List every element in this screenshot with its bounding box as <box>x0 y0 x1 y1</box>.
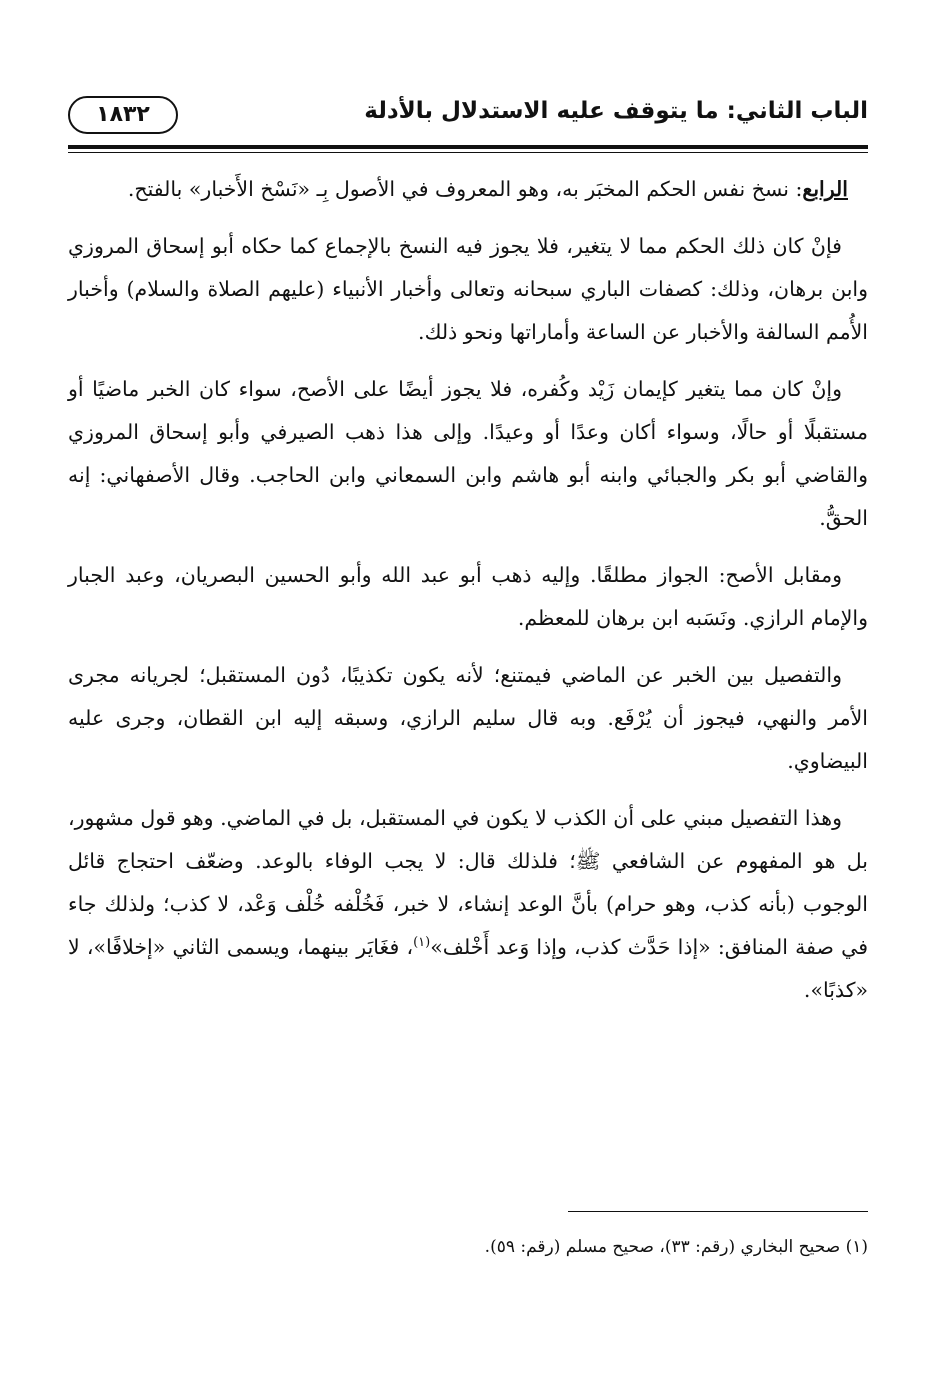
section-term: الرابع <box>802 177 848 201</box>
running-title: الباب الثاني: ما يتوقف عليه الاستدلال بالأدلة <box>364 98 868 124</box>
footnote-reference: (١) <box>413 935 431 951</box>
footnote-rule <box>568 1211 868 1212</box>
paragraph-2: فإنْ كان ذلك الحكم مما لا يتغير، فلا يجوز فيه النسخ بالإجماع كما حكاه أبو إسحاق المروزي وابن برهان، وذلك: كصفات الباري سبحانه وتعالى وأخبار الأنبياء (عليهم الصلاة والسلام) وأخبار الأُمم السالفة والأخبار عن الساعة وأماراتها ونحو ذلك. <box>68 234 868 344</box>
paragraph-6-text-b: ، فغَايَر بينهما، ويسمى الثاني «إخلافًا»، لا «كذبًا». <box>68 935 868 1002</box>
paragraph-6-text-a: وهذا التفصيل مبني على أن الكذب لا يكون في المستقبل، بل في الماضي. وهو قول مشهور، بل هو المفهوم عن الشافعي ﷺ؛ فلذلك قال: لا يجب الوفاء بالوعد. وضعّف احتجاج قائل الوجوب (بأنه كذب، وهو حرام) بأنَّ الوعد إنشاء، لا خبر، فَخُلْفه خُلْف وَعْد، لا كذب؛ ولذلك جاء في صفة المنافق: «إذا حَدَّث كذب، وإذا وَعد أَخْلف» <box>68 806 868 959</box>
header-rule-thick <box>68 145 868 149</box>
header-rule-thin <box>68 152 868 153</box>
paragraph-1 <box>68 168 868 211</box>
paragraph-5: والتفصيل بين الخبر عن الماضي فيمتنع؛ لأنه يكون تكذيبًا، دُون المستقبل؛ لجريانه مجرى الأمر والنهي، فيجوز أن يُرْفَع. وبه قال سليم الرازي، وسبقه إليه ابن القطان، وجرى عليه البيضاوي. <box>68 663 868 773</box>
main-text <box>68 168 868 1026</box>
paragraph-6 <box>68 797 868 1012</box>
page-number: ١٨٣٢ <box>68 96 178 134</box>
page-header <box>68 96 868 142</box>
paragraph-1-text: : نسخ نفس الحكم المخبَر به، وهو المعروف في الأصول بِـ «نَسْخ الأَخبار» بالفتح. <box>127 177 803 201</box>
paragraph-4: ومقابل الأصح: الجواز مطلقًا. وإليه ذهب أبو عبد الله وأبو الحسين البصريان، وعبد الجبار والإمام الرازي. ونَسَبه ابن برهان للمعظم. <box>68 563 868 630</box>
footnote: (١) صحيح البخاري (رقم: ٣٣)، صحيح مسلم (رقم: ٥٩). <box>484 1237 868 1257</box>
paragraph-3: وإنْ كان مما يتغير كإيمان زَيْد وكُفره، فلا يجوز أيضًا على الأصح، سواء كان الخبر ماضيًا أو مستقبلًا أو حالًا، وسواء أكان وعدًا أو وعيدًا. وإلى هذا ذهب الصيرفي وأبو إسحاق المروزي والقاضي أبو بكر والجبائي وابنه أبو هاشم وابن السمعاني وابن الحاجب. وقال الأصفهاني: إنه الحقُّ. <box>68 377 868 530</box>
